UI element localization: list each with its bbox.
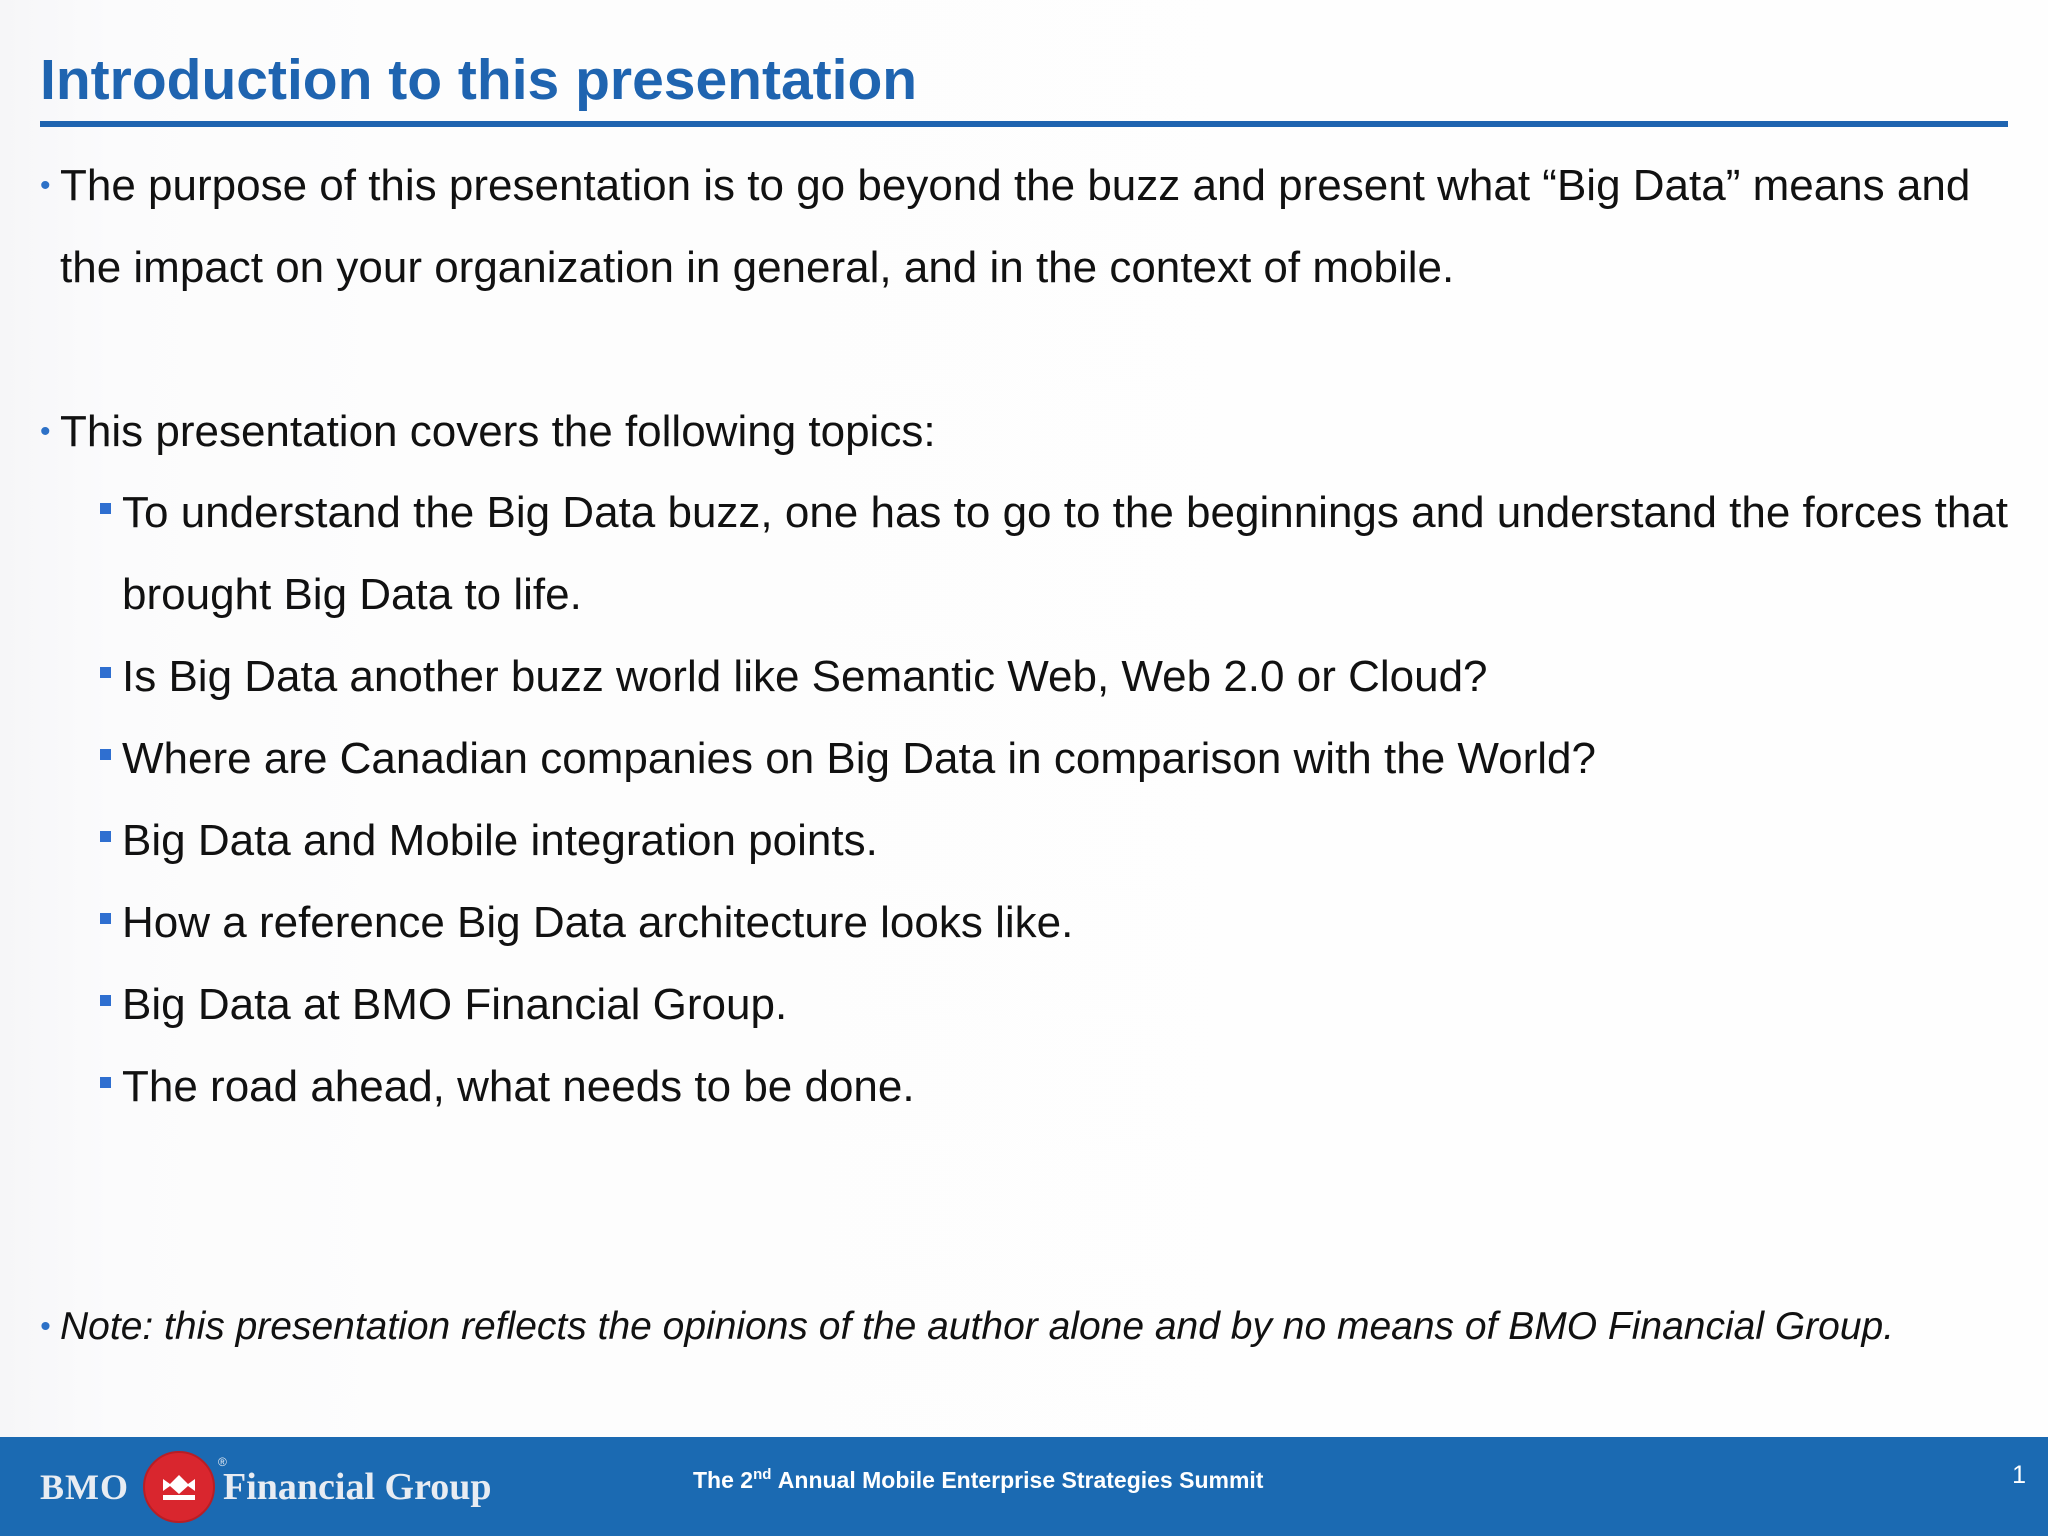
bullet-item-purpose	[40, 145, 2020, 309]
bullet-dot-icon: •	[40, 169, 51, 202]
square-bullet-icon	[100, 503, 111, 514]
square-bullet-icon	[100, 667, 111, 678]
bmo-roundel-icon	[143, 1451, 215, 1523]
logo-bmo-text: BMO	[40, 1467, 129, 1507]
bullet-item-note	[40, 1286, 2020, 1368]
bmo-logo	[40, 1451, 492, 1523]
summit-title	[693, 1466, 1263, 1494]
sub-bullet-text: Big Data and Mobile integration points.	[122, 816, 878, 865]
registered-mark: ®	[218, 1455, 227, 1469]
sub-bullet-item	[100, 718, 2022, 800]
bullet-dot-icon: •	[40, 1310, 51, 1343]
square-bullet-icon	[100, 995, 111, 1006]
square-bullet-icon	[100, 1077, 111, 1088]
sub-bullet-item	[100, 636, 2022, 718]
footer-bar	[0, 1437, 2048, 1536]
page-number: 1	[2012, 1461, 2026, 1489]
sub-bullet-text: To understand the Big Data buzz, one has to go to the beginnings and understand the forces that brought Big Data to life.	[122, 488, 2008, 619]
logo-financial-group-text: Financial Group	[223, 1466, 492, 1508]
sub-bullet-item	[100, 882, 2022, 964]
bullet-dot-icon: •	[40, 415, 51, 448]
bullet-text: The purpose of this presentation is to go beyond the buzz and present what “Big Data” means and the impact on your organization in general, and in the context of mobile.	[60, 161, 1971, 292]
sub-bullet-text: How a reference Big Data architecture looks like.	[122, 898, 1074, 947]
slide-title: Introduction to this presentation	[40, 48, 918, 112]
note-text: Note: this presentation reflects the opinions of the author alone and by no means of BMO Financial Group.	[60, 1305, 1895, 1348]
sub-bullet-text: Is Big Data another buzz world like Semantic Web, Web 2.0 or Cloud?	[122, 652, 1488, 701]
bullet-item-topics	[40, 391, 2020, 473]
summit-ordinal: nd	[753, 1466, 772, 1483]
square-bullet-icon	[100, 749, 111, 760]
sub-bullet-item	[100, 472, 2022, 636]
sub-bullet-item	[100, 1046, 2022, 1128]
summit-suffix: Annual Mobile Enterprise Strategies Summit	[777, 1467, 1264, 1493]
sub-bullet-item	[100, 800, 2022, 882]
sub-bullet-text: Big Data at BMO Financial Group.	[122, 980, 788, 1029]
bullet-text: This presentation covers the following topics:	[60, 407, 936, 456]
sub-bullet-item	[100, 964, 2022, 1046]
square-bullet-icon	[100, 913, 111, 924]
sub-bullet-text: Where are Canadian companies on Big Data in comparison with the World?	[122, 734, 1596, 783]
summit-prefix: The 2	[693, 1467, 754, 1493]
title-underline	[40, 121, 2008, 127]
square-bullet-icon	[100, 831, 111, 842]
sub-bullet-text: The road ahead, what needs to be done.	[122, 1062, 915, 1111]
